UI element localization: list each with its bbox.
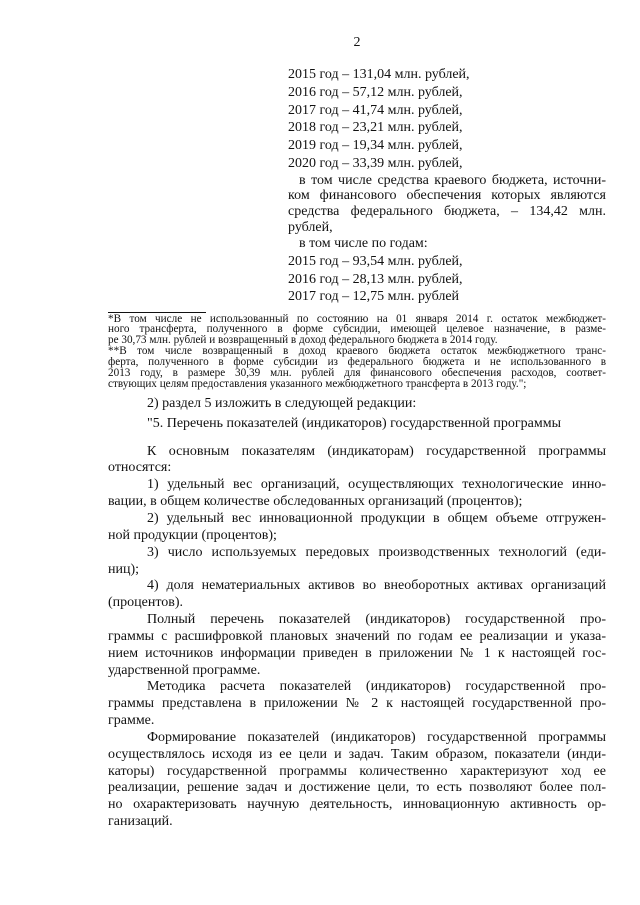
paragraph-line: 3) число используемых передовых производственных технологий (еди- (147, 544, 606, 560)
paragraph-line: граммы представлена в приложении № 2 к настоящей государственной про- (108, 696, 606, 712)
funding-year-line: 2019 год – 19,34 млн. рублей, (288, 138, 463, 154)
federal-note-line: в том числе средства краевого бюджета, источни- (299, 172, 606, 188)
indicator-item-3 (108, 545, 606, 579)
footnote-line: ре 30,73 млн. рублей и возвращенный в доход федерального бюджета в 2014 году. (108, 335, 498, 347)
footnote-double-asterisk (108, 346, 606, 390)
paragraph-line: Полный перечень показателей (индикаторов) государственной про- (147, 612, 606, 628)
paragraph-line: грамме. (108, 713, 155, 729)
funding-year-line: 2018 год – 23,21 млн. рублей, (288, 120, 463, 136)
footnote-line: ствующих целям предоставления указанного межбюджетного трансферта в 2013 году."; (108, 378, 527, 390)
paragraph-line: каторы) государственной программы количественно характеризуют ход ее (108, 763, 606, 779)
by-years-label: в том числе по годам: (299, 236, 428, 251)
amendment-item-text: 2) раздел 5 изложить в следующей редакции: (147, 395, 417, 411)
federal-year-line: 2017 год – 12,75 млн. рублей (288, 289, 460, 305)
federal-year-line: 2015 год – 93,54 млн. рублей, (288, 253, 463, 269)
paragraph-line: ганизаций. (108, 814, 173, 830)
federal-year-line: 2016 год – 28,13 млн. рублей, (288, 271, 463, 287)
paragraph-formation (108, 730, 606, 831)
amendment-item-2 (108, 396, 606, 413)
paragraph-line: реализации, решение задач и достижение цели, то есть позволяют более пол- (108, 780, 606, 796)
paragraph-line: К основным показателям (индикаторам) государственной программы (147, 443, 606, 459)
section-heading-text: "5. Перечень показателей (индикаторов) государственной программы (147, 415, 561, 431)
federal-note-line: средства федерального бюджета, – 134,42 млн. (288, 203, 606, 219)
paragraph-line: но охарактеризовать научную деятельность, инновационную активность ор- (108, 797, 606, 813)
paragraph-line: Формирование показателей (индикаторов) государственной программы (147, 729, 606, 745)
paragraph-line: Методика расчета показателей (индикаторов) государственной про- (147, 679, 606, 695)
indicator-item-1 (108, 477, 606, 511)
body-text (108, 444, 606, 831)
funding-year-line: 2015 год – 131,04 млн. рублей, (288, 67, 470, 82)
paragraph-line: вации, в общем количестве обследованных организаций (процентов); (108, 494, 523, 510)
footnote-line: ного трансферта, полученного в форме субсидии, имеющей целевое назначение, в разме- (108, 324, 606, 336)
funding-by-year-list (288, 66, 606, 173)
paragraph-full-list (108, 612, 606, 679)
footnote-line: ферта, полученного в форме субсидии из федерального бюджета и не использованного в (108, 357, 606, 369)
paragraph-line: ударственной программе. (108, 662, 261, 678)
federal-budget-note (288, 173, 606, 235)
paragraph-line: 1) удельный вес организаций, осуществляющих технологические инно- (147, 477, 606, 493)
section-heading (108, 416, 606, 433)
funding-year-line: 2016 год – 57,12 млн. рублей, (288, 84, 463, 100)
footnote-single-asterisk (108, 314, 606, 347)
footnote-line: **В том числе возвращенный в доход краевого бюджета остаток межбюджетного транс- (108, 346, 606, 358)
federal-note-line: ком финансового обеспечения которых являются (288, 188, 606, 204)
paragraph-line: ной продукции (процентов); (108, 527, 277, 543)
paragraph-line: ниц); (108, 561, 140, 577)
footnote-line: 2013 году, в размере 30,39 млн. рублей для финансового обеспечения расходов, соответ- (108, 368, 606, 379)
footnote-line: *В том числе не использованный по состоянию на 01 января 2014 г. остаток межбюджет- (108, 313, 606, 325)
funding-year-line: 2017 год – 41,74 млн. рублей, (288, 102, 463, 118)
paragraph-line: относятся: (108, 460, 172, 476)
paragraph-line: 2) удельный вес инновационной продукции в общем объеме отгружен- (147, 510, 606, 526)
paragraph-methodology (108, 679, 606, 730)
paragraph-line: нием источников информации приведен в приложении № 1 к настоящей гос- (108, 645, 606, 661)
paragraph-line: осуществлялось исходя из ее цели и задач. Таким образом, показатели (инди- (108, 746, 606, 762)
paragraph-line: (процентов). (108, 595, 184, 611)
paragraph-line: граммы с расшифровкой плановых значений по годам ее реализации и указа- (108, 628, 606, 644)
federal-by-year-list (288, 235, 606, 306)
indicator-item-2 (108, 511, 606, 545)
footnotes (108, 314, 606, 390)
funding-year-line: 2020 год – 33,39 млн. рублей, (288, 155, 463, 171)
paragraph-indicators-intro (108, 444, 606, 478)
federal-note-line: рублей, (288, 219, 333, 235)
page-number: 2 (353, 35, 361, 50)
indicator-item-4 (108, 578, 606, 612)
paragraph-line: 4) доля нематериальных активов во внеоборотных активах организаций (147, 578, 606, 594)
